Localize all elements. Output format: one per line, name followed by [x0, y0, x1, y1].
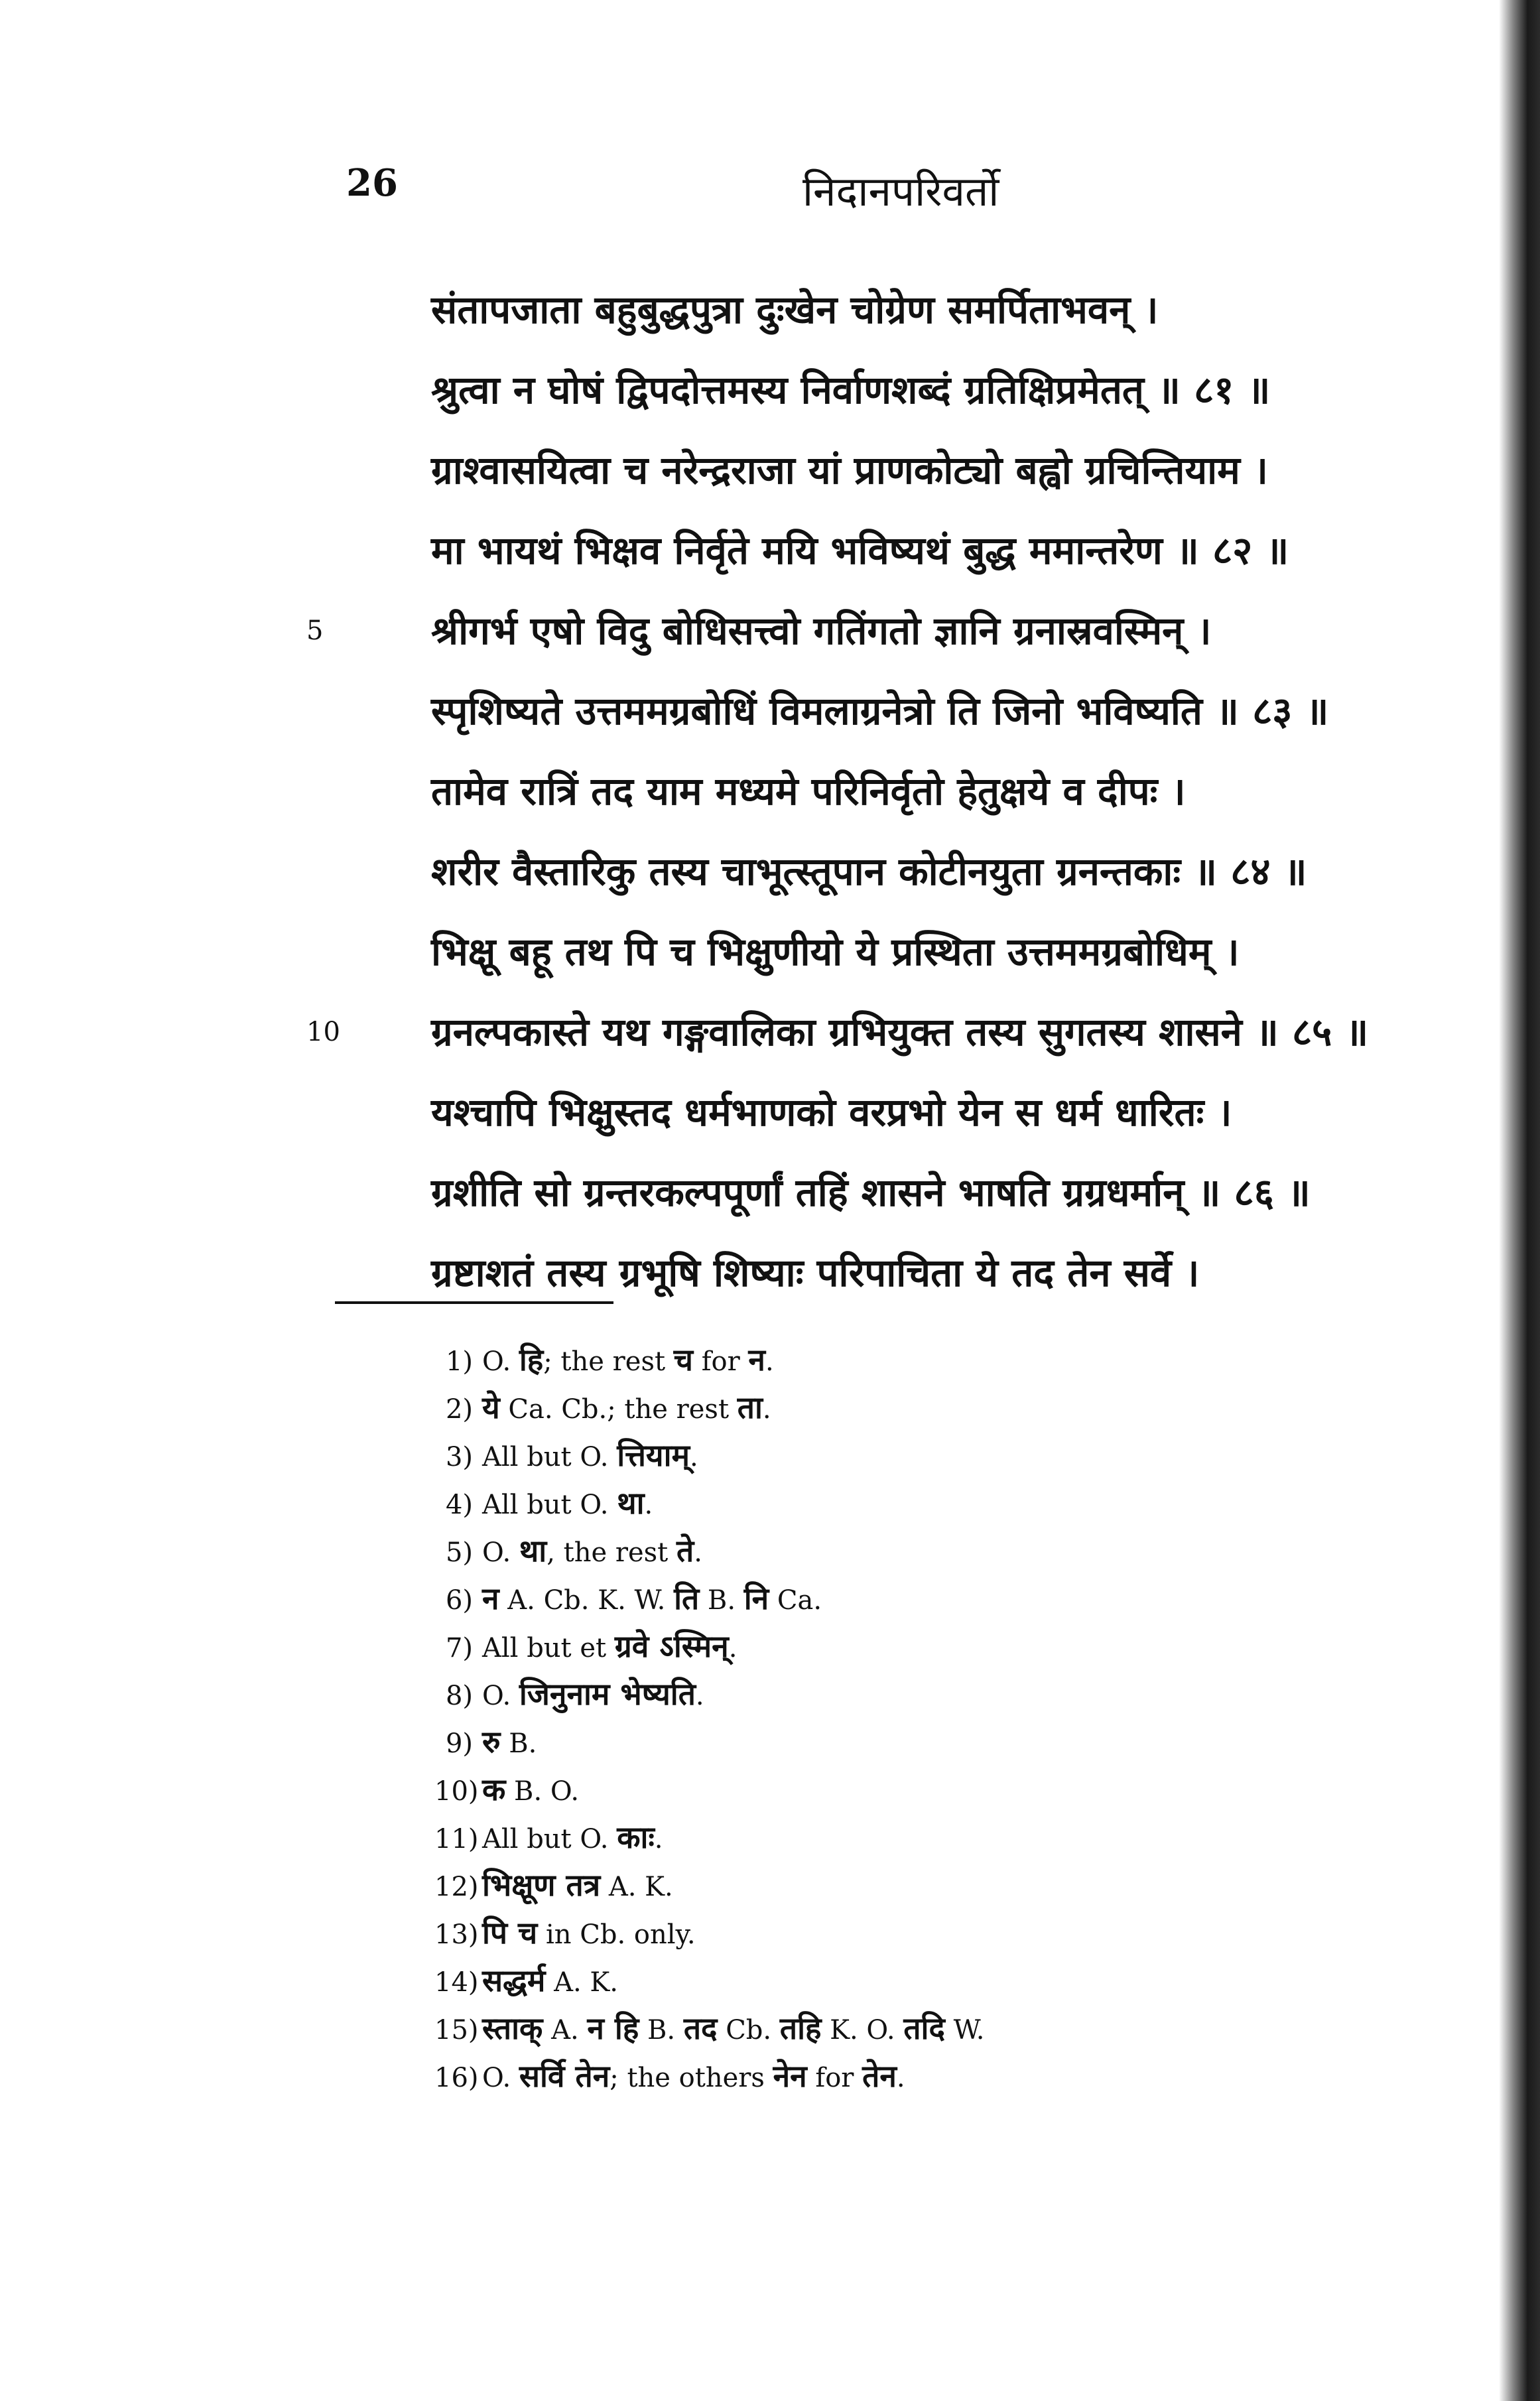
footnote-text: Cb. — [717, 2015, 780, 2045]
footnote-text: All but O. — [482, 1442, 617, 1472]
verse-text: शरीर वैस्तारिकु तस्य चाभूत्स्तूपान कोटीनयुता ग्रनन्तकाः ॥ ८४ ॥ — [431, 849, 1307, 894]
footnote — [434, 1674, 1230, 1722]
footnote — [434, 1722, 1230, 1770]
footnote-devanagari: न हि — [587, 2010, 639, 2046]
line-number-marker: 5 — [306, 616, 324, 646]
footnote-rule — [335, 1301, 613, 1304]
footnote-text: . — [896, 2063, 905, 2093]
footnote-devanagari: तहि — [779, 2010, 822, 2046]
footnote-devanagari: जिनुनाम भेष्यति — [519, 1676, 696, 1712]
verse-text: ग्रनल्पकास्ते यथ गङ्गवालिका ग्रभियुक्त तस्य सुगतस्य शासने ॥ ८५ ॥ — [431, 1009, 1369, 1055]
footnote-number: 11) — [434, 1824, 479, 1854]
verse-text: भिक्षू बहू तथ पि च भिक्षुणीयो ये प्रस्थिता उत्तममग्रबोधिम् । — [431, 929, 1240, 974]
footnote — [434, 2008, 1230, 2056]
footnote-text: . — [654, 1824, 663, 1854]
verse-text: ग्राश्वासयित्वा च नरेन्द्रराजा यां प्राणकोट्यो बह्वो ग्रचिन्तियाम । — [431, 448, 1268, 493]
footnote-number: 10) — [434, 1776, 479, 1807]
verse-line — [431, 763, 1360, 844]
footnote-text: A. K. — [545, 1967, 618, 1998]
footnote-text: . — [765, 1346, 774, 1377]
footnote-text: . — [762, 1394, 771, 1425]
footnote-devanagari: था — [519, 1533, 547, 1569]
footnote-text: O. — [482, 1681, 519, 1711]
footnote-text: O. — [482, 1346, 519, 1377]
page-number: 26 — [346, 161, 398, 205]
footnote-devanagari: काः — [617, 1819, 655, 1855]
verse-text: तामेव रात्रिं तद याम मध्यमे परिनिर्वृतो हेतुक्षये व दीपः । — [431, 769, 1186, 814]
footnote-text: K. O. — [821, 2015, 904, 2045]
footnote — [434, 1913, 1230, 1961]
footnote-text: All but et — [482, 1633, 615, 1663]
verse-text: ग्रशीति सो ग्रन्तरकल्पपूर्णां तहिं शासने भाषति ग्रग्रधर्मान् ॥ ८६ ॥ — [431, 1170, 1311, 1215]
verse-line — [431, 1084, 1360, 1165]
footnote-text: Ca. — [769, 1585, 822, 1616]
footnote-text: A. K. — [600, 1872, 673, 1902]
footnote-devanagari: रु — [482, 1724, 501, 1760]
verse-line — [431, 523, 1360, 603]
footnote-text: O. — [482, 1537, 519, 1568]
verse-text: श्रीगर्भ एषो विदु बोधिसत्त्वो गतिंगतो ज्ञानि ग्रनास्रवस्मिन् । — [431, 608, 1212, 653]
footnote-devanagari: च — [673, 1342, 693, 1378]
footnote-text: W. — [944, 2015, 985, 2045]
footnote-text: . — [690, 1442, 698, 1472]
footnote — [434, 1961, 1230, 2008]
footnote-devanagari: नि — [743, 1581, 769, 1616]
footnote-number: 16) — [434, 2063, 479, 2093]
footnote-text: B. — [500, 1728, 537, 1759]
verse-text: श्रुत्वा न घोषं द्विपदोत्तमस्य निर्वाणशब्दं ग्रतिक्षिप्रमेतत् ॥ ८१ ॥ — [431, 367, 1271, 413]
footnote-devanagari: स्ताक् — [482, 2010, 543, 2046]
footnotes — [434, 1340, 1230, 2104]
footnote-text: All but O. — [482, 1490, 617, 1520]
footnote-devanagari: सर्वि तेन — [519, 2058, 610, 2094]
footnote — [434, 1865, 1230, 1913]
footnote-number: 15) — [434, 2015, 479, 2045]
footnote-text: , the rest — [546, 1537, 676, 1568]
footnote-devanagari: तदि — [903, 2010, 945, 2046]
verse-text: संतापजाता बहुबुद्धपुत्रा दुःखेन चोग्रेण समर्पिताभवन् । — [431, 287, 1159, 332]
footnote-text: . — [694, 1537, 702, 1568]
verse-text: यश्चापि भिक्षुस्तद धर्मभाणको वरप्रभो येन स धर्म धारितः । — [431, 1090, 1232, 1135]
footnote — [434, 1340, 1230, 1388]
verse-text: स्पृशिष्यते उत्तममग्रबोधिं विमलाग्रनेत्रो ति जिनो भविष्यति ॥ ८३ ॥ — [431, 688, 1329, 734]
footnote — [434, 1626, 1230, 1674]
footnote-number: 13) — [434, 1919, 479, 1950]
footnote — [434, 1579, 1230, 1626]
verse-line — [431, 1165, 1360, 1245]
footnote — [434, 1770, 1230, 1817]
footnote-number: 3) — [445, 1442, 473, 1472]
footnote-devanagari: सद्धर्म — [482, 1963, 546, 1998]
verse-line — [431, 844, 1360, 924]
verse-line — [431, 683, 1360, 763]
footnote-devanagari: भिक्षूण तत्र — [482, 1867, 601, 1903]
footnote-text: A. Cb. K. W. — [499, 1585, 674, 1616]
footnote-devanagari: ये — [482, 1390, 500, 1425]
verse-text: ग्रष्टाशतं तस्य ग्रभूषि शिष्याः परिपाचिता ये तद तेन सर्वे । — [431, 1250, 1200, 1295]
footnote-text: ; the rest — [543, 1346, 674, 1377]
footnote-text: B. O. — [505, 1776, 580, 1807]
footnote-text: ; the others — [610, 2063, 773, 2093]
footnote — [434, 1531, 1230, 1579]
footnote-number: 2) — [445, 1394, 473, 1425]
footnote-number: 8) — [445, 1681, 473, 1711]
footnote-number: 6) — [445, 1585, 473, 1616]
footnote-devanagari: पि च — [482, 1915, 538, 1951]
verse-line — [431, 442, 1360, 523]
footnote-text: B. — [699, 1585, 744, 1616]
footnote — [434, 1483, 1230, 1531]
verse-line — [306, 1004, 1369, 1084]
footnote-text: Ca. Cb.; the rest — [499, 1394, 738, 1425]
footnote — [434, 1388, 1230, 1435]
footnote-number: 9) — [445, 1728, 473, 1759]
verse-line — [431, 282, 1360, 362]
footnote — [434, 1435, 1230, 1483]
footnote-number: 12) — [434, 1872, 479, 1902]
footnote-devanagari: न — [482, 1581, 499, 1616]
footnote-devanagari: तेन — [862, 2058, 897, 2094]
footnote-number: 4) — [445, 1490, 473, 1520]
line-number-marker: 10 — [306, 1017, 340, 1047]
footnote-text: for — [806, 2063, 863, 2093]
verse-line — [431, 1245, 1360, 1325]
footnote-devanagari: ग्रवे ऽस्मिन् — [614, 1628, 729, 1664]
footnote-number: 1) — [445, 1346, 473, 1377]
footnote-text: . — [644, 1490, 653, 1520]
footnote-text: . — [695, 1681, 704, 1711]
verse-block — [306, 282, 1369, 1325]
footnote-number: 14) — [434, 1967, 479, 1998]
footnote-devanagari: त्तियाम् — [617, 1437, 690, 1473]
footnote-text: . — [728, 1633, 738, 1663]
footnote-devanagari: तद — [683, 2010, 718, 2046]
scan-edge-shadow — [1499, 0, 1540, 2401]
footnote-text: B. — [639, 2015, 684, 2045]
footnote-devanagari: न — [748, 1342, 765, 1378]
footnote-devanagari: ते — [676, 1533, 694, 1569]
footnote-number: 5) — [445, 1537, 473, 1568]
footnote-devanagari: क — [482, 1772, 506, 1807]
verse-line — [306, 603, 1360, 683]
footnote-text: O. — [482, 2063, 519, 2093]
footnote-devanagari: हि — [519, 1342, 544, 1378]
footnote-devanagari: ता — [737, 1390, 763, 1425]
footnote-text: All but O. — [482, 1824, 617, 1854]
verse-line — [431, 924, 1360, 1004]
footnote-devanagari: नेन — [773, 2058, 807, 2094]
running-title: निदानपरिवर्तो — [802, 167, 999, 216]
footnote-text: in Cb. only. — [537, 1919, 696, 1950]
footnote — [434, 1817, 1230, 1865]
verse-text: मा भायथं भिक्षव निर्वृते मयि भविष्यथं बुद्ध ममान्तरेण ॥ ८२ ॥ — [431, 528, 1289, 573]
footnote-number: 7) — [445, 1633, 473, 1663]
footnote-devanagari: ति — [674, 1581, 700, 1616]
footnote-text: for — [692, 1346, 749, 1377]
footnote — [434, 2056, 1230, 2104]
footnote-devanagari: था — [617, 1485, 645, 1521]
footnote-text: A. — [543, 2015, 588, 2045]
verse-line — [431, 362, 1360, 442]
